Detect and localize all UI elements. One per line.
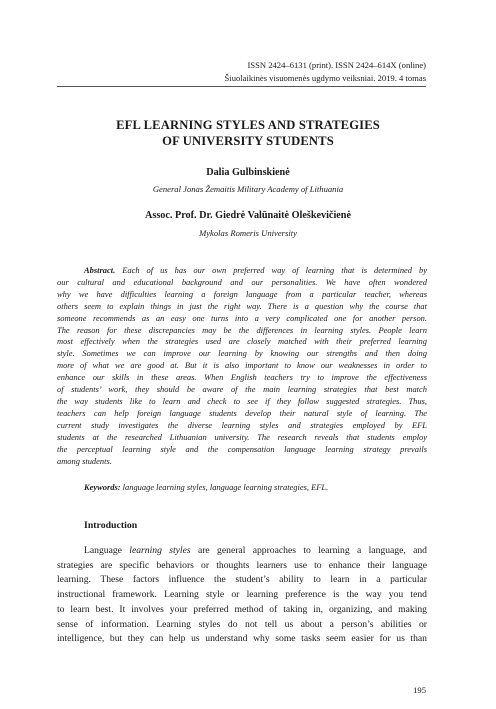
intro-line: learning. These factors influence the student’s ability to learn in a particular	[57, 574, 427, 586]
abstract	[57, 265, 427, 467]
author-1-name: Dalia Gulbinskienė	[206, 167, 290, 178]
title-line-2: OF UNIVERSITY STUDENTS	[162, 134, 334, 148]
abstract-line: style. Sometimes we can improve our learning by knowing our strengths and then doing	[57, 348, 427, 359]
author-2-name: Assoc. Prof. Dr. Giedrė Valūnaitė Oleškevičienė	[145, 210, 351, 221]
abstract-line: most effectively when the strategies used are closely matched with their preferred learning	[57, 336, 427, 347]
keywords-text: language learning styles, language learning strategies, EFL.	[120, 482, 329, 492]
abstract-line: why we have difficulties learning a foreign language from a particular teacher, whereas	[57, 288, 427, 299]
introduction-body	[57, 544, 427, 647]
intro-line: strategies are specific behaviors or thoughts learners use to enhance their language	[57, 559, 427, 571]
paper-title	[0, 117, 496, 149]
abstract-line: teachers can help foreign language students develop their natural style of learning. The	[57, 407, 427, 418]
abstract-line: others seem to explain things in just the right way. There is a question why the course that	[57, 300, 427, 311]
intro-line: sense of information. Learning styles do not tell us about a person’s abilities or	[57, 618, 427, 630]
abstract-line: Abstract. Each of us has our own preferred way of learning that is determined by	[84, 265, 427, 275]
author-2-affiliation: Mykolas Romeris University	[199, 228, 297, 238]
journal-header	[225, 59, 426, 85]
abstract-line: enhance our skills in these areas. When English teachers try to improve the effectiveness	[57, 372, 427, 383]
abstract-line: the perceptual learning style and the compensation language learning strategy prevails	[57, 443, 427, 454]
journal-line: Šiuolaikinės visuomenės ugdymo veiksniai. 2019. 4 tomas	[224, 72, 426, 83]
emphasis-learning-styles: learning styles	[129, 545, 191, 556]
header-rule	[57, 86, 426, 87]
keywords	[84, 482, 328, 492]
title-line-1: EFL LEARNING STYLES AND STRATEGIES	[116, 118, 380, 132]
issn-line: ISSN 2424–6131 (print). ISSN 2424–614X (online)	[247, 60, 426, 70]
abstract-line: current study investigates the diverse learning styles and strategies employed by EFL	[57, 419, 427, 430]
abstract-line: our cultural and educational background and our personalities. We have often wondered	[57, 276, 427, 287]
keywords-label: Keywords:	[84, 482, 121, 492]
abstract-line: students at the researched Lithuanian university. The research reveals that students employ	[57, 431, 427, 442]
abstract-line: more of what we are good at. But it is also important to know our weaknesses in order to	[57, 360, 427, 371]
section-heading-introduction: Introduction	[84, 520, 138, 531]
intro-line: instructional framework. Learning style or learning preference is the way you tend	[57, 589, 427, 601]
intro-line: to learn best. It involves your preferred method of taking in, organizing, and making	[57, 603, 427, 615]
author-1-affiliation: General Jonas Žemaitis Military Academy of Lithuania	[152, 184, 344, 194]
abstract-line: The reason for these discrepancies may be the differences in learning styles. People learn	[57, 324, 427, 335]
abstract-line: of students’ work, they should be aware of the main learning strategies that best match	[57, 384, 427, 395]
abstract-label: Abstract.	[84, 265, 116, 275]
abstract-line: the way students like to learn and check to see if they follow suggested strategies. Thus,	[57, 395, 427, 406]
abstract-line: someone recommends as an easy one turns into a very complicated one for another person.	[57, 312, 427, 323]
abstract-line: among students.	[57, 455, 112, 466]
intro-line: Language learning styles are general approaches to learning a language, and	[84, 545, 427, 556]
intro-line: intelligence, but they can help us understand why some tasks seem easier for us than	[57, 633, 427, 645]
page-number: 195	[413, 685, 426, 695]
